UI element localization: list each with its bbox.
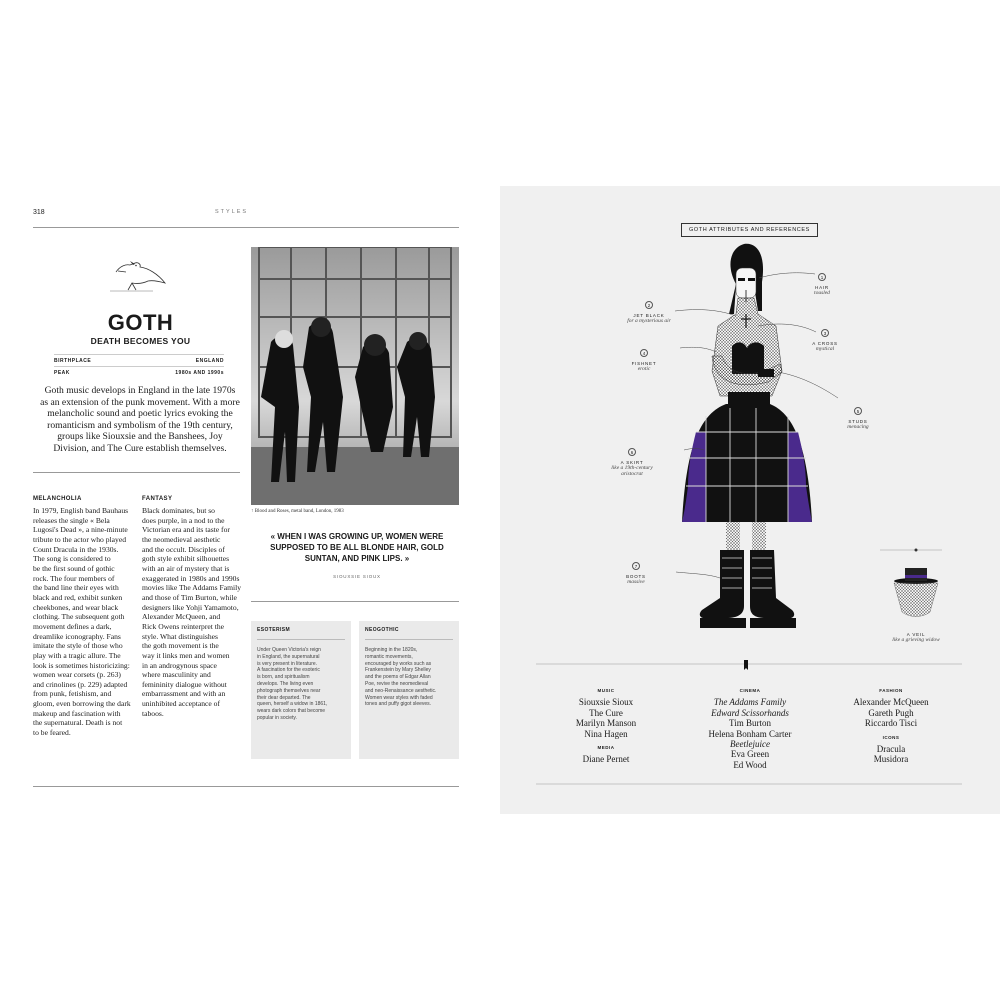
annotation-label: A VEIL <box>906 632 926 637</box>
annotation-label: A SKIRT <box>620 460 644 465</box>
text-line: clothing. The subsequent goth <box>33 612 125 622</box>
text-line: In 1979, English band Bauhaus <box>33 506 129 515</box>
melancholia-heading: MELANCHOLIA <box>33 496 82 502</box>
text-line: the supernatural. Death is not <box>33 718 123 728</box>
refs-fashion-heading: FASHION <box>879 688 903 693</box>
ref-item: The Addams Family <box>713 697 787 708</box>
text-line: play with a tragic allure. The <box>33 650 121 660</box>
annotation-label: A CROSS <box>812 341 838 346</box>
annotation-label: HAIR <box>815 285 829 290</box>
text-line: look is sometimes historicizing: <box>33 660 130 670</box>
mid-rule <box>33 472 240 473</box>
text-line: women wear corsets (p. 263) <box>33 670 121 680</box>
text-line: embarrassment and with an <box>142 689 226 699</box>
text-line: Women wear styles with faded <box>365 694 433 701</box>
text-line: The song is considered to <box>33 554 111 564</box>
ref-item: Ed Wood <box>733 759 767 770</box>
ref-item: Marilyn Manson <box>575 718 637 729</box>
box-rule <box>257 639 345 640</box>
running-head: STYLES <box>215 209 249 215</box>
text-line: black and red, exhibit sunken <box>33 592 123 602</box>
refs-cinema <box>690 686 810 770</box>
esoterism-heading: ESOTERISM <box>257 627 291 633</box>
text-line: imitate the style of those who <box>33 641 123 651</box>
annotation-note: tousled <box>814 290 830 296</box>
ref-item: Tim Burton <box>729 718 771 729</box>
text-line: romantic movements, <box>365 653 413 660</box>
text-line: Count Dracula in the 1930s. <box>33 544 119 554</box>
text-line: Alexander McQueen, and <box>142 612 221 622</box>
meta-peak <box>54 370 224 376</box>
neogothic-heading: NEOGOTHIC <box>365 627 399 633</box>
ref-item: Diane Pernet <box>582 754 630 765</box>
meta-rule-2 <box>54 366 224 367</box>
ref-item: Siouxsie Sioux <box>578 697 634 708</box>
top-rule <box>33 227 459 228</box>
ref-item: Riccardo Tisci <box>864 718 918 729</box>
meta-label: PEAK <box>54 370 70 376</box>
text-line: and those of Tim Burton, while <box>142 592 237 602</box>
page-subtitle: DEATH BECOMES YOU <box>90 336 191 346</box>
annotation-number: 3 <box>821 329 829 337</box>
text-line: Victorian era and its taste for <box>142 525 230 535</box>
text-line: is very present in literature. <box>257 660 318 667</box>
page-number: 318 <box>33 209 45 216</box>
text-line: the band line their eyes with <box>33 583 119 593</box>
text-line: style. What distinguishes <box>142 631 219 641</box>
text-line: Poe, revive the neomedieval <box>365 680 429 687</box>
annotation-skirt <box>592 439 672 477</box>
text-line: tones and puffy gigot sleeves. <box>365 701 432 708</box>
text-line: designers like Yohji Yamamoto, <box>142 602 239 612</box>
annotation-boots <box>596 553 676 585</box>
text-line: goth style exhibit silhouettes <box>142 554 230 564</box>
quote-rule <box>251 601 459 602</box>
text-line: with an air of mystery that is <box>142 563 230 573</box>
annotation-note: like a 19th-century aristocrat <box>611 465 653 477</box>
text-line: in an androgynous space <box>142 660 217 670</box>
right-page <box>500 186 1000 814</box>
ref-item: Edward Scissorhands <box>711 707 789 718</box>
meta-birthplace <box>54 358 224 364</box>
refs-fashion-icons <box>836 686 946 765</box>
text-line: encouraged by works such as <box>365 660 432 667</box>
refs-cinema-heading: CINEMA <box>739 688 761 693</box>
ref-item: Alexander McQueen <box>853 697 929 708</box>
text-line: femininity dialogue without <box>142 679 227 689</box>
text-line: Beginning in the 1820s, <box>365 647 418 653</box>
text-line: the neomedieval aesthetic <box>142 534 221 544</box>
annotation-note: for a mysterious air <box>627 318 671 324</box>
text-line: movies like The Addams Family <box>142 583 241 593</box>
text-line: tribute to the actor who played <box>33 534 126 544</box>
intro-paragraph: Goth music develops in England in the late 1970s as an extension of the punk movement. With a more melancholic sound and poetic lyrics evoking the romanticism and symbolism of the 19th century, groups like Siouxsie and the Banshees, Joy Division, and The Cure establish themselves. <box>40 385 240 454</box>
annotation-number: 5 <box>854 407 862 415</box>
annotation-number: 6 <box>628 448 636 456</box>
text-line: A fascination for the esoteric <box>257 667 320 674</box>
ref-item: Helena Bonham Carter <box>708 728 792 739</box>
annotation-number: 2 <box>645 301 653 309</box>
annotation-studs <box>818 398 898 430</box>
melancholia-text <box>33 506 137 738</box>
text-line: Lugosi's Dead », a nine-minute <box>33 525 128 535</box>
text-line: gloom, even borrowing the dark <box>33 699 131 709</box>
ref-item: Musidora <box>873 754 909 765</box>
annotation-note: like a grieving widow <box>892 637 940 643</box>
ref-item: Dracula <box>876 744 906 755</box>
text-line: wears dark colors that become <box>257 708 326 715</box>
refs-music-media <box>556 686 656 765</box>
text-line: taboos. <box>142 708 164 718</box>
text-line: their dear departed. The <box>257 694 311 701</box>
text-line: rock. The four members of <box>33 573 115 583</box>
annotation-label: JET BLACK <box>633 313 665 318</box>
fantasy-heading: FANTASY <box>142 496 173 502</box>
text-line: and the poems of Edgar Allan <box>365 674 431 681</box>
meta-value: 1980s AND 1990s <box>175 370 224 376</box>
text-line: Under Queen Victoria's reign <box>257 647 321 653</box>
text-line: popular in society. <box>257 714 297 721</box>
text-line: dreamlike iconography. Fans <box>33 631 121 641</box>
annotation-note: mystical <box>815 346 835 352</box>
ref-item: Eva Green <box>730 749 770 760</box>
text-line: uninhibited acceptance of <box>142 699 221 709</box>
text-line: and neo-Renaissance aesthetic. <box>365 687 437 694</box>
text-line: cheekbones, and wear black <box>33 602 119 612</box>
text-line: to be feared. <box>33 728 71 738</box>
left-page <box>0 0 490 1000</box>
annotation-jet-black <box>609 292 689 324</box>
photo-caption: ↑ Blood and Roses, metal band, London, 1983 <box>251 509 344 514</box>
attributes-tag: GOTH ATTRIBUTES AND REFERENCES <box>681 223 818 237</box>
annotation-label: BOOTS <box>626 574 646 579</box>
raven-icon <box>108 250 168 298</box>
text-line: Frankenstein by Mary Shelley <box>365 667 431 674</box>
text-line: makeup and fascination with <box>33 708 121 718</box>
text-line: photograph themselves near <box>257 687 321 694</box>
refs-icons-heading: ICONS <box>882 734 900 740</box>
meta-label: BIRTHPLACE <box>54 358 92 364</box>
text-line: movement defines a dark, <box>33 621 112 631</box>
esoterism-text <box>257 647 345 722</box>
text-line: where masculinity and <box>142 670 211 680</box>
text-line: and crinolines (p. 229) adapted <box>33 679 128 689</box>
annotation-note: massive <box>627 579 645 585</box>
text-line: exaggerated in 1980s and 1990s <box>142 573 240 583</box>
refs-media-heading: MEDIA <box>597 745 615 751</box>
text-line: is born, and spiritualism <box>257 674 310 681</box>
text-line: and the occult. Disciples of <box>142 544 225 554</box>
annotation-number: 7 <box>632 562 640 570</box>
bottom-rule <box>33 786 459 787</box>
annotation-number: 1 <box>818 273 826 281</box>
annotation-note: erotic <box>637 366 651 372</box>
refs-music-heading: MUSIC <box>597 688 615 693</box>
annotation-number: 4 <box>640 349 648 357</box>
annotation-fishnet <box>604 340 684 372</box>
text-line: Rick Owens reinterpret the <box>142 621 225 631</box>
box-rule <box>365 639 453 640</box>
esoterism-box <box>251 621 351 759</box>
ref-item: Nina Hagen <box>584 728 628 739</box>
annotation-note: menacing <box>847 424 869 430</box>
text-line: does purple, in a nod to the <box>142 515 225 525</box>
text-line: queen, herself a widow in 1861, <box>257 701 328 708</box>
neogothic-box <box>359 621 459 759</box>
neogothic-text <box>365 647 453 708</box>
text-line: Black dominates, but so <box>142 506 215 515</box>
quote-source: SIOUXSIE SIOUX <box>333 574 381 579</box>
text-line: the goth movement is the <box>142 641 219 651</box>
text-line: releases the single « Bela <box>33 515 110 525</box>
meta-rule-1 <box>54 354 224 355</box>
annotation-veil <box>876 630 956 643</box>
ref-item: Gareth Pugh <box>868 707 914 718</box>
ref-item: Beetlejuice <box>730 739 770 750</box>
text-line: develops. The living even <box>257 680 314 687</box>
annotation-label: STUDS <box>848 419 868 424</box>
annotation-label: FISHNET <box>631 361 657 366</box>
text-line: way it links men and women <box>142 650 230 660</box>
meta-value: ENGLAND <box>195 358 224 364</box>
text-line: from punk, fetishism, and <box>33 689 112 699</box>
text-line: be the first sound of gothic <box>33 563 115 573</box>
text-line: in England, the supernatural <box>257 653 320 660</box>
page-title: GOTH <box>107 310 174 335</box>
pull-quote: « WHEN I WAS GROWING UP, WOMEN WERE SUPPOSED TO BE ALL BLONDE HAIR, GOLD SUNTAN, AND PINK LIPS. » <box>270 532 444 563</box>
band-photo <box>251 247 459 505</box>
annotation-cross <box>785 320 865 352</box>
annotation-hair <box>782 264 862 296</box>
ref-item: The Cure <box>589 707 623 718</box>
fantasy-text <box>142 506 246 718</box>
